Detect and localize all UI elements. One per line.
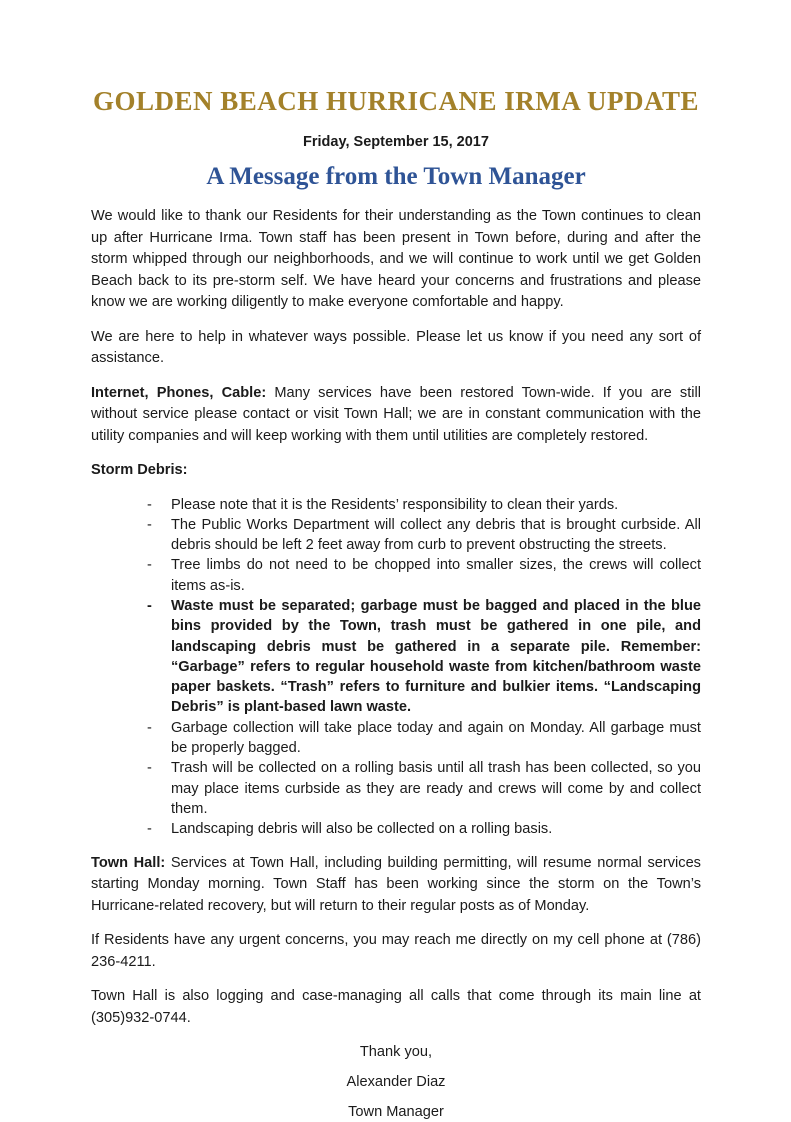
paragraph-main-line: Town Hall is also logging and case-managing all calls that come through its main line at (305)932-0744. — [91, 988, 701, 1026]
dash-bullet: - — [147, 516, 152, 533]
paragraph-town-hall — [91, 853, 701, 918]
list-item-text: Landscaping debris will also be collected on a rolling basis. — [171, 821, 553, 838]
document-date: Friday, September 15, 2017 — [303, 134, 489, 150]
dash-bullet: - — [147, 557, 152, 574]
utilities-label: Internet, Phones, Cable: — [91, 384, 267, 401]
list-item — [91, 596, 701, 718]
list-item — [91, 515, 701, 556]
signature-title: Town Manager — [348, 1104, 444, 1121]
list-item-text: Trash will be collected on a rolling basis until all trash has been collected, so you may place items curbside as they are ready and crews will come by and collect them. — [171, 760, 701, 817]
paragraph-urgent: If Residents have any urgent concerns, you may reach me directly on my cell phone at (786) 236-4211. — [91, 932, 701, 970]
signature-name: Alexander Diaz — [346, 1074, 446, 1091]
dash-bullet: - — [147, 719, 152, 736]
list-item — [91, 495, 701, 515]
document-subtitle: A Message from the Town Manager — [206, 163, 586, 190]
list-item-text: Tree limbs do not need to be chopped into smaller sizes, the crews will collect items as-is. — [171, 557, 701, 594]
utilities-text: Many services have been restored Town-wide. If you are still without service please contact or visit Town Hall; we are in constant communication with the utility companies and will keep working with them until utilities are completely restored. — [91, 384, 701, 444]
list-item — [91, 758, 701, 819]
paragraph-help: We are here to help in whatever ways possible. Please let us know if you need any sort of assistance. — [91, 328, 701, 366]
dash-bullet: - — [147, 760, 152, 777]
town-hall-label: Town Hall: — [91, 854, 166, 871]
list-item-text: Please note that it is the Residents’ responsibility to clean their yards. — [171, 496, 619, 513]
dash-bullet: - — [147, 496, 152, 513]
list-item-text: Waste must be separated; garbage must be bagged and placed in the blue bins provided by the Town, trash must be gathered in one pile, and landscaping debris must be gathered in a separate pile. Remember: “Garbage” refers to regular household waste from kitchen/bathroom waste paper baskets. “Trash” refers to furniture and bulkier items. “Landscaping Debris” is plant-based lawn waste. — [171, 597, 701, 716]
list-item-text: The Public Works Department will collect any debris that is brought curbside. All debris should be left 2 feet away from curb to prevent obstructing the streets. — [171, 516, 701, 554]
signature-thanks: Thank you, — [359, 1044, 433, 1061]
document-title: GOLDEN BEACH HURRICANE IRMA UPDATE — [92, 86, 700, 116]
list-item — [91, 718, 701, 759]
storm-debris-list — [91, 495, 701, 840]
dash-bullet: - — [147, 597, 152, 614]
storm-debris-heading: Storm Debris: — [91, 462, 188, 478]
list-item — [91, 819, 701, 839]
signature-block — [91, 1042, 701, 1122]
paragraph-utilities — [91, 383, 701, 448]
list-item-text: Garbage collection will take place today and again on Monday. All garbage must be properly bagged. — [171, 719, 701, 757]
dash-bullet: - — [147, 821, 152, 838]
town-hall-text: Services at Town Hall, including building permitting, will resume normal services starting Monday morning. Town Staff has been working since the storm on the Town’s Hurricane-related recovery, but will return to their regular posts as of Monday. — [91, 854, 701, 914]
paragraph-intro: We would like to thank our Residents for their understanding as the Town continues to clean up after Hurricane Irma. Town staff has been present in Town before, during and after the storm whipped through our neighborhoods, and we will continue to work until we get Golden Beach back to its pre-storm self. We have heard your concerns and frustrations and please know we are working diligently to make everyone comfortable and happy. — [91, 208, 701, 310]
list-item — [91, 555, 701, 596]
